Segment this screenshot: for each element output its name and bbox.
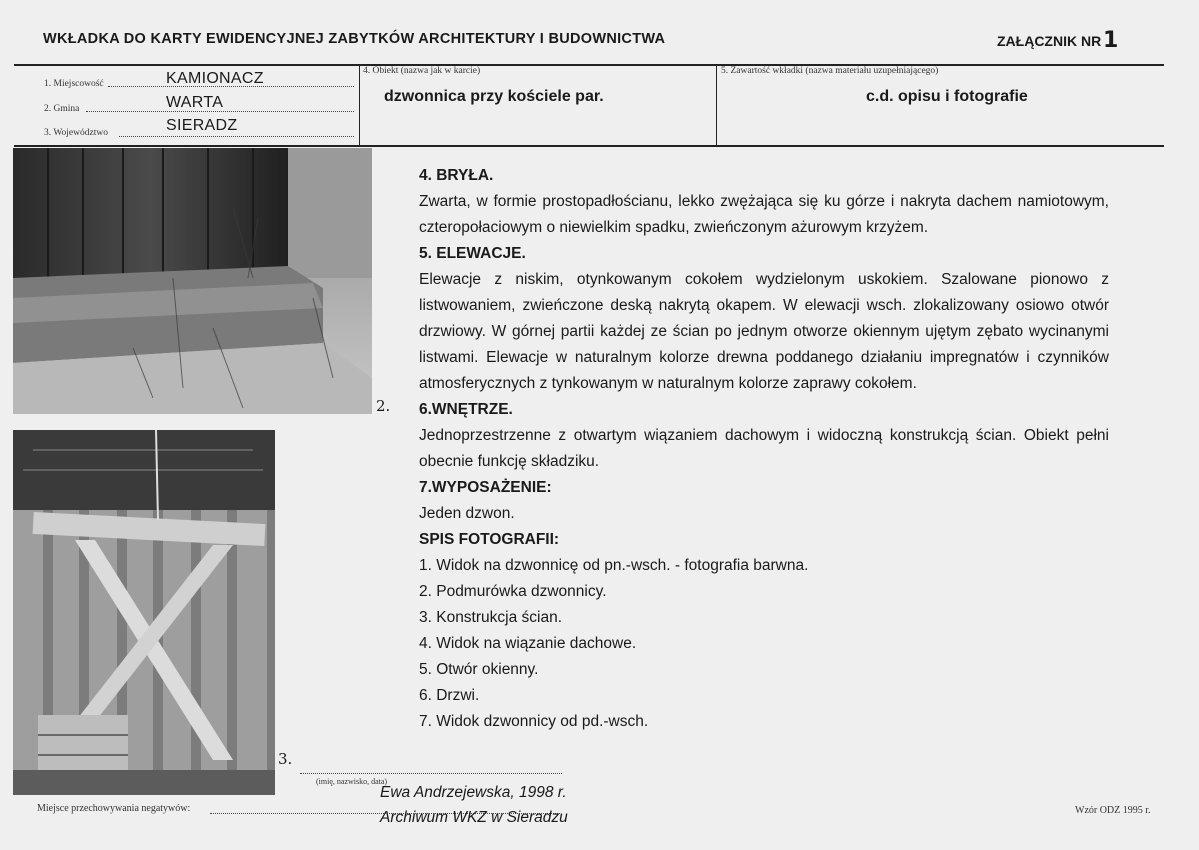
photo-list-item: 1. Widok na dzwonnicę od pn.-wsch. - fotografia barwna. bbox=[419, 557, 809, 574]
section-bryla-text: Zwarta, w formie prostopadłościanu, lekko zwężająca się ku górze i nakryta dachem namiotowym, czteropołaciowym o niewielkim spadku, zwieńczonym ażurowym krzyżem. bbox=[419, 193, 1109, 236]
attachment-label: ZAŁĄCZNIK NR bbox=[997, 33, 1102, 49]
section-elewacje-heading: 5. ELEWACJE. bbox=[419, 245, 526, 262]
foundation-photo-image bbox=[13, 148, 372, 414]
section-bryla-heading: 4. BRYŁA. bbox=[419, 167, 494, 184]
author-value: Ewa Andrzejewska, 1998 r. bbox=[380, 784, 567, 801]
author-label: (imię, nazwisko, data) bbox=[316, 777, 388, 786]
attachment-number: 1 bbox=[1103, 28, 1119, 53]
object-value: dzwonnica przy kościele par. bbox=[384, 88, 604, 105]
header-divider-2 bbox=[716, 65, 717, 145]
photo-list-item: 4. Widok na wiązanie dachowe. bbox=[419, 635, 637, 652]
author-dotted-line bbox=[300, 773, 562, 774]
photo-list-item: 5. Otwór okienny. bbox=[419, 661, 539, 678]
section-wyposazenie-text: Jeden dzwon. bbox=[419, 505, 515, 522]
storage-label: Miejsce przechowywania negatywów: bbox=[37, 803, 191, 814]
section-elewacje-text: Elewacje z niskim, otynkowanym cokołem wydzielonym uskokiem. Szalowane pionowo z listwowaniem, zwieńczone deską nakrytą okapem. W elewacji wsch. zlokalizowany osiowo otwór drzwiowy. W górnej partii każdej ze ścian po jednym otworze okiennym ujętym zębato wycinanymi listwami. Elewacje w naturalnym kolorze drewna poddanego działaniu impregnatów i czynników atmosferycznych z tynkowanym w naturalnym kolorze zaprawy cokołem. bbox=[419, 271, 1109, 392]
photo-list-item: 2. Podmurówka dzwonnicy. bbox=[419, 583, 607, 600]
miejscowosc-value: KAMIONACZ bbox=[166, 70, 264, 87]
gmina-value: WARTA bbox=[166, 94, 224, 111]
document-title: WKŁADKA DO KARTY EWIDENCYJNEJ ZABYTKÓW ARCHITEKTURY I BUDOWNICTWA bbox=[43, 31, 666, 47]
wojewodztwo-dotted-line bbox=[119, 136, 354, 137]
contents-value: c.d. opisu i fotografie bbox=[866, 88, 1028, 105]
wall-construction-photo-image bbox=[13, 430, 275, 795]
wojewodztwo-label: 3. Województwo bbox=[44, 128, 108, 138]
wojewodztwo-value: SIERADZ bbox=[166, 117, 238, 134]
section-wnetrze-heading: 6.WNĘTRZE. bbox=[419, 401, 513, 418]
description-body bbox=[419, 163, 1109, 735]
photo-list-heading: SPIS FOTOGRAFII: bbox=[419, 531, 560, 548]
photo3-number: 3. bbox=[278, 750, 293, 768]
header-top-rule bbox=[14, 64, 1164, 66]
section-wnetrze-text: Jednoprzestrzenne z otwartym wiązaniem dachowym i widoczną konstrukcją ścian. Obiekt pełni obecnie funkcję składziku. bbox=[419, 427, 1109, 470]
form-id: Wzór ODZ 1995 r. bbox=[1075, 805, 1151, 816]
contents-label: 5. Zawartość wkładki (nazwa materiału uzupełniającego) bbox=[721, 66, 939, 76]
photo-list-item: 7. Widok dzwonnicy od pd.-wsch. bbox=[419, 713, 649, 730]
photo-list-item: 6. Drzwi. bbox=[419, 687, 480, 704]
miejscowosc-label: 1. Miejscowość bbox=[44, 79, 104, 89]
storage-value: Archiwum WKZ w Sieradzu bbox=[380, 809, 568, 826]
photo-foundation bbox=[13, 148, 372, 414]
section-wyposazenie-heading: 7.WYPOSAŻENIE: bbox=[419, 479, 552, 496]
header-bottom-rule bbox=[14, 145, 1164, 147]
photo-wall-construction bbox=[13, 430, 275, 795]
header-divider-1 bbox=[359, 65, 360, 145]
object-label: 4. Obiekt (nazwa jak w karcie) bbox=[363, 66, 481, 76]
photo-list-item: 3. Konstrukcja ścian. bbox=[419, 609, 563, 626]
gmina-label: 2. Gmina bbox=[44, 104, 80, 114]
photo2-number: 2. bbox=[376, 397, 391, 415]
